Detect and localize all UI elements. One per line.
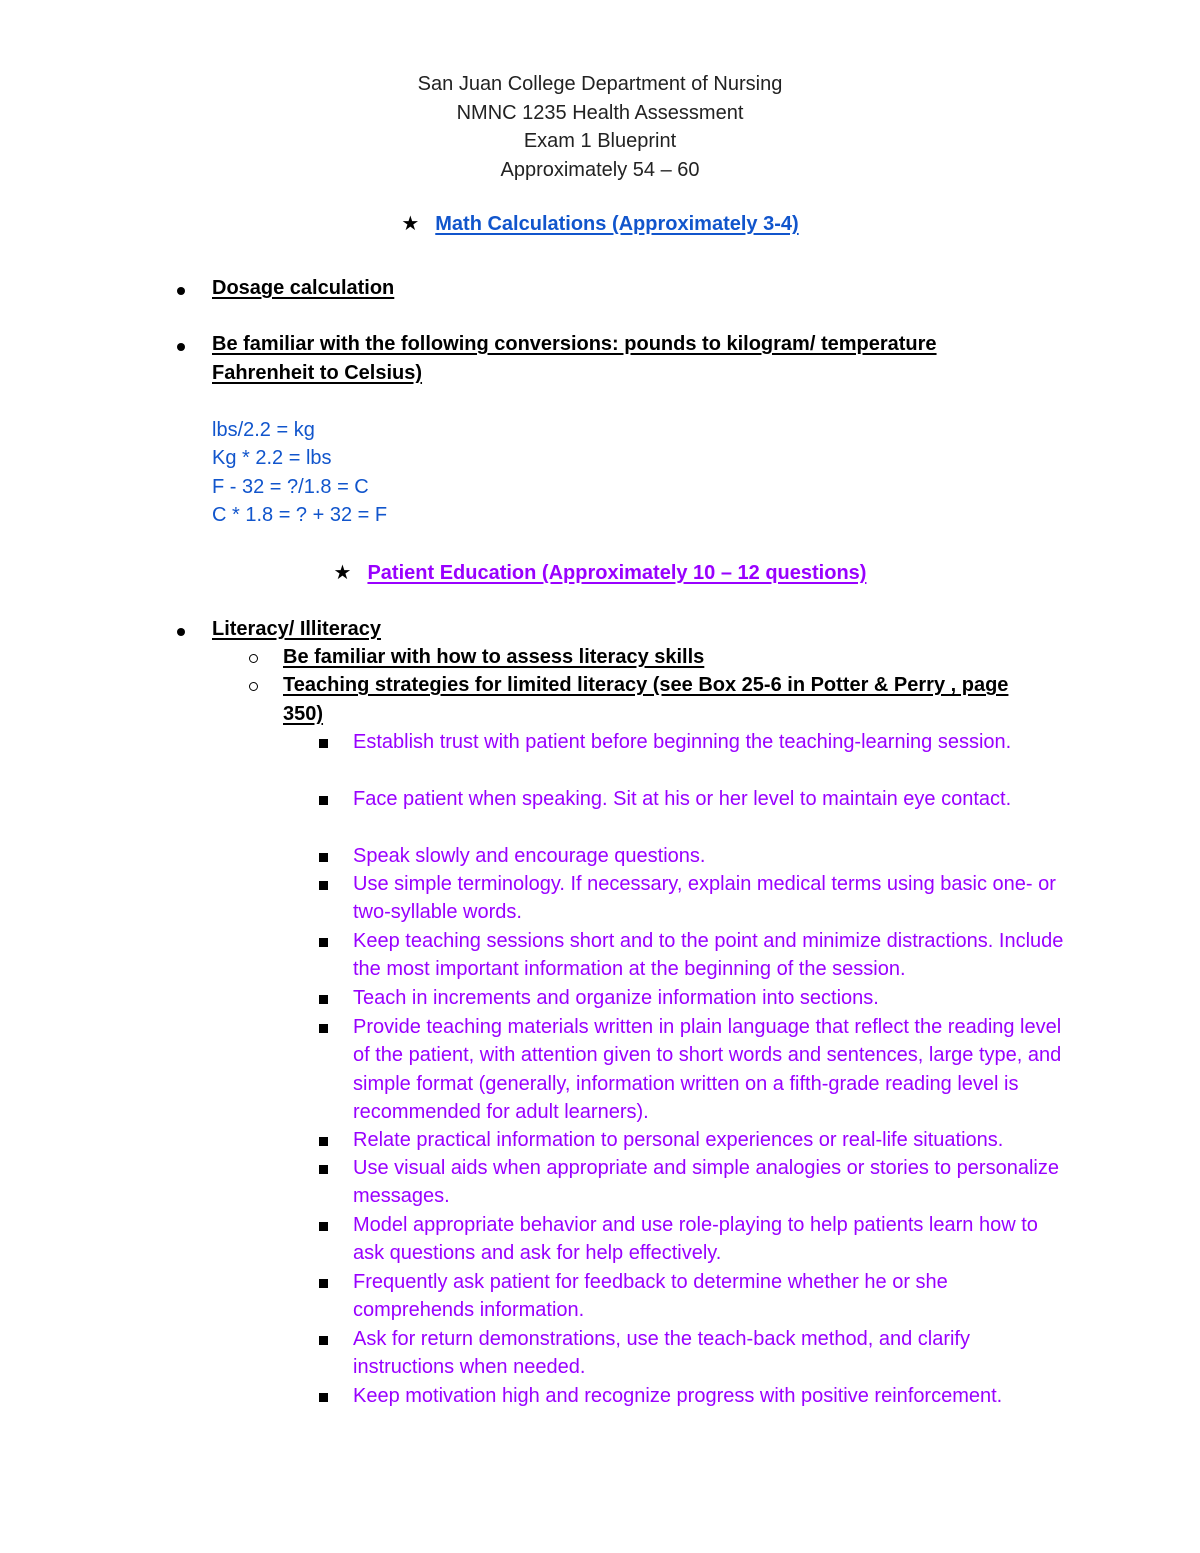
- sub-bullet-circle-icon: [249, 654, 258, 663]
- square-bullet-icon: [319, 796, 328, 805]
- bullet-dot-icon: [177, 628, 185, 636]
- square-bullet-icon: [319, 1165, 328, 1174]
- strategy-item: Keep teaching sessions short and to the point and minimize distractions. Include the most important information at the beginning of the session.: [353, 930, 1064, 981]
- formula-line: lbs/2.2 = kg: [212, 419, 315, 441]
- square-bullet-icon: [319, 1393, 328, 1402]
- strategy-item: Keep motivation high and recognize progress with positive reinforcement.: [353, 1385, 1003, 1407]
- document-header: [0, 70, 1200, 184]
- header-course: NMNC 1235 Health Assessment: [456, 101, 744, 124]
- education-heading-link[interactable]: Patient Education (Approximately 10 – 12 questions): [367, 562, 867, 584]
- square-bullet-icon: [319, 938, 328, 947]
- strategy-item: Relate practical information to personal experiences or real-life situations.: [353, 1129, 1004, 1151]
- bullet-dot-icon: [177, 287, 185, 295]
- square-bullet-icon: [319, 995, 328, 1004]
- bullet-dot-icon: [177, 343, 185, 351]
- square-bullet-icon: [319, 881, 328, 890]
- star-icon: ★: [401, 213, 420, 235]
- star-icon: ★: [333, 562, 352, 584]
- square-bullet-icon: [319, 739, 328, 748]
- math-bullet-dosage: Dosage calculation: [212, 277, 395, 299]
- strategy-item: Ask for return demonstrations, use the teach-back method, and clarify instructions when needed.: [353, 1328, 970, 1379]
- square-bullet-icon: [319, 1336, 328, 1345]
- math-bullet-conversions: Be familiar with the following conversions: pounds to kilogram/ temperature Fahrenheit to Celsius): [212, 333, 937, 384]
- formula-line: C * 1.8 = ? + 32 = F: [212, 503, 388, 526]
- strategy-item: Use simple terminology. If necessary, explain medical terms using basic one- or two-syllable words.: [353, 873, 1056, 924]
- formula-line: Kg * 2.2 = lbs: [212, 447, 332, 470]
- strategy-item: Speak slowly and encourage questions.: [353, 845, 706, 867]
- math-heading-link[interactable]: Math Calculations (Approximately 3-4): [435, 213, 799, 235]
- strategy-item: Provide teaching materials written in plain language that reflect the reading level of the patient, with attention given to short words and sentences, large type, and simple format (generally, information written on a fifth-grade reading level is recommended for adult learners).: [353, 1016, 1062, 1124]
- square-bullet-icon: [319, 1137, 328, 1146]
- strategy-item: Establish trust with patient before beginning the teaching-learning session.: [353, 731, 1012, 753]
- education-sub-strategies: Teaching strategies for limited literacy (see Box 25-6 in Potter & Perry , page 350): [283, 674, 1009, 725]
- header-college: San Juan College Department of Nursing: [417, 73, 783, 95]
- strategy-item: Face patient when speaking. Sit at his or her level to maintain eye contact.: [353, 788, 1012, 810]
- square-bullet-icon: [319, 1279, 328, 1288]
- strategy-item: Use visual aids when appropriate and simple analogies or stories to personalize messages.: [353, 1157, 1059, 1208]
- conversion-formulas: [212, 416, 387, 529]
- square-bullet-icon: [319, 1222, 328, 1231]
- education-heading-line: [0, 560, 1200, 585]
- sub-bullet-circle-icon: [249, 682, 258, 691]
- math-heading-line: [0, 211, 1200, 236]
- strategy-item: Frequently ask patient for feedback to determine whether he or she comprehends information.: [353, 1271, 948, 1322]
- formula-line: F - 32 = ?/1.8 = C: [212, 475, 369, 498]
- education-sub-assess: Be familiar with how to assess literacy skills: [283, 646, 705, 668]
- strategy-item: Teach in increments and organize information into sections.: [353, 987, 879, 1009]
- square-bullet-icon: [319, 1024, 328, 1033]
- square-bullet-icon: [319, 853, 328, 862]
- education-bullet-literacy: Literacy/ Illiteracy: [212, 618, 381, 640]
- header-exam: Exam 1 Blueprint: [523, 130, 677, 152]
- strategy-item: Model appropriate behavior and use role-playing to help patients learn how to ask questions and ask for help effectively.: [353, 1214, 1038, 1265]
- header-approximately: Approximately 54 – 60: [500, 158, 700, 181]
